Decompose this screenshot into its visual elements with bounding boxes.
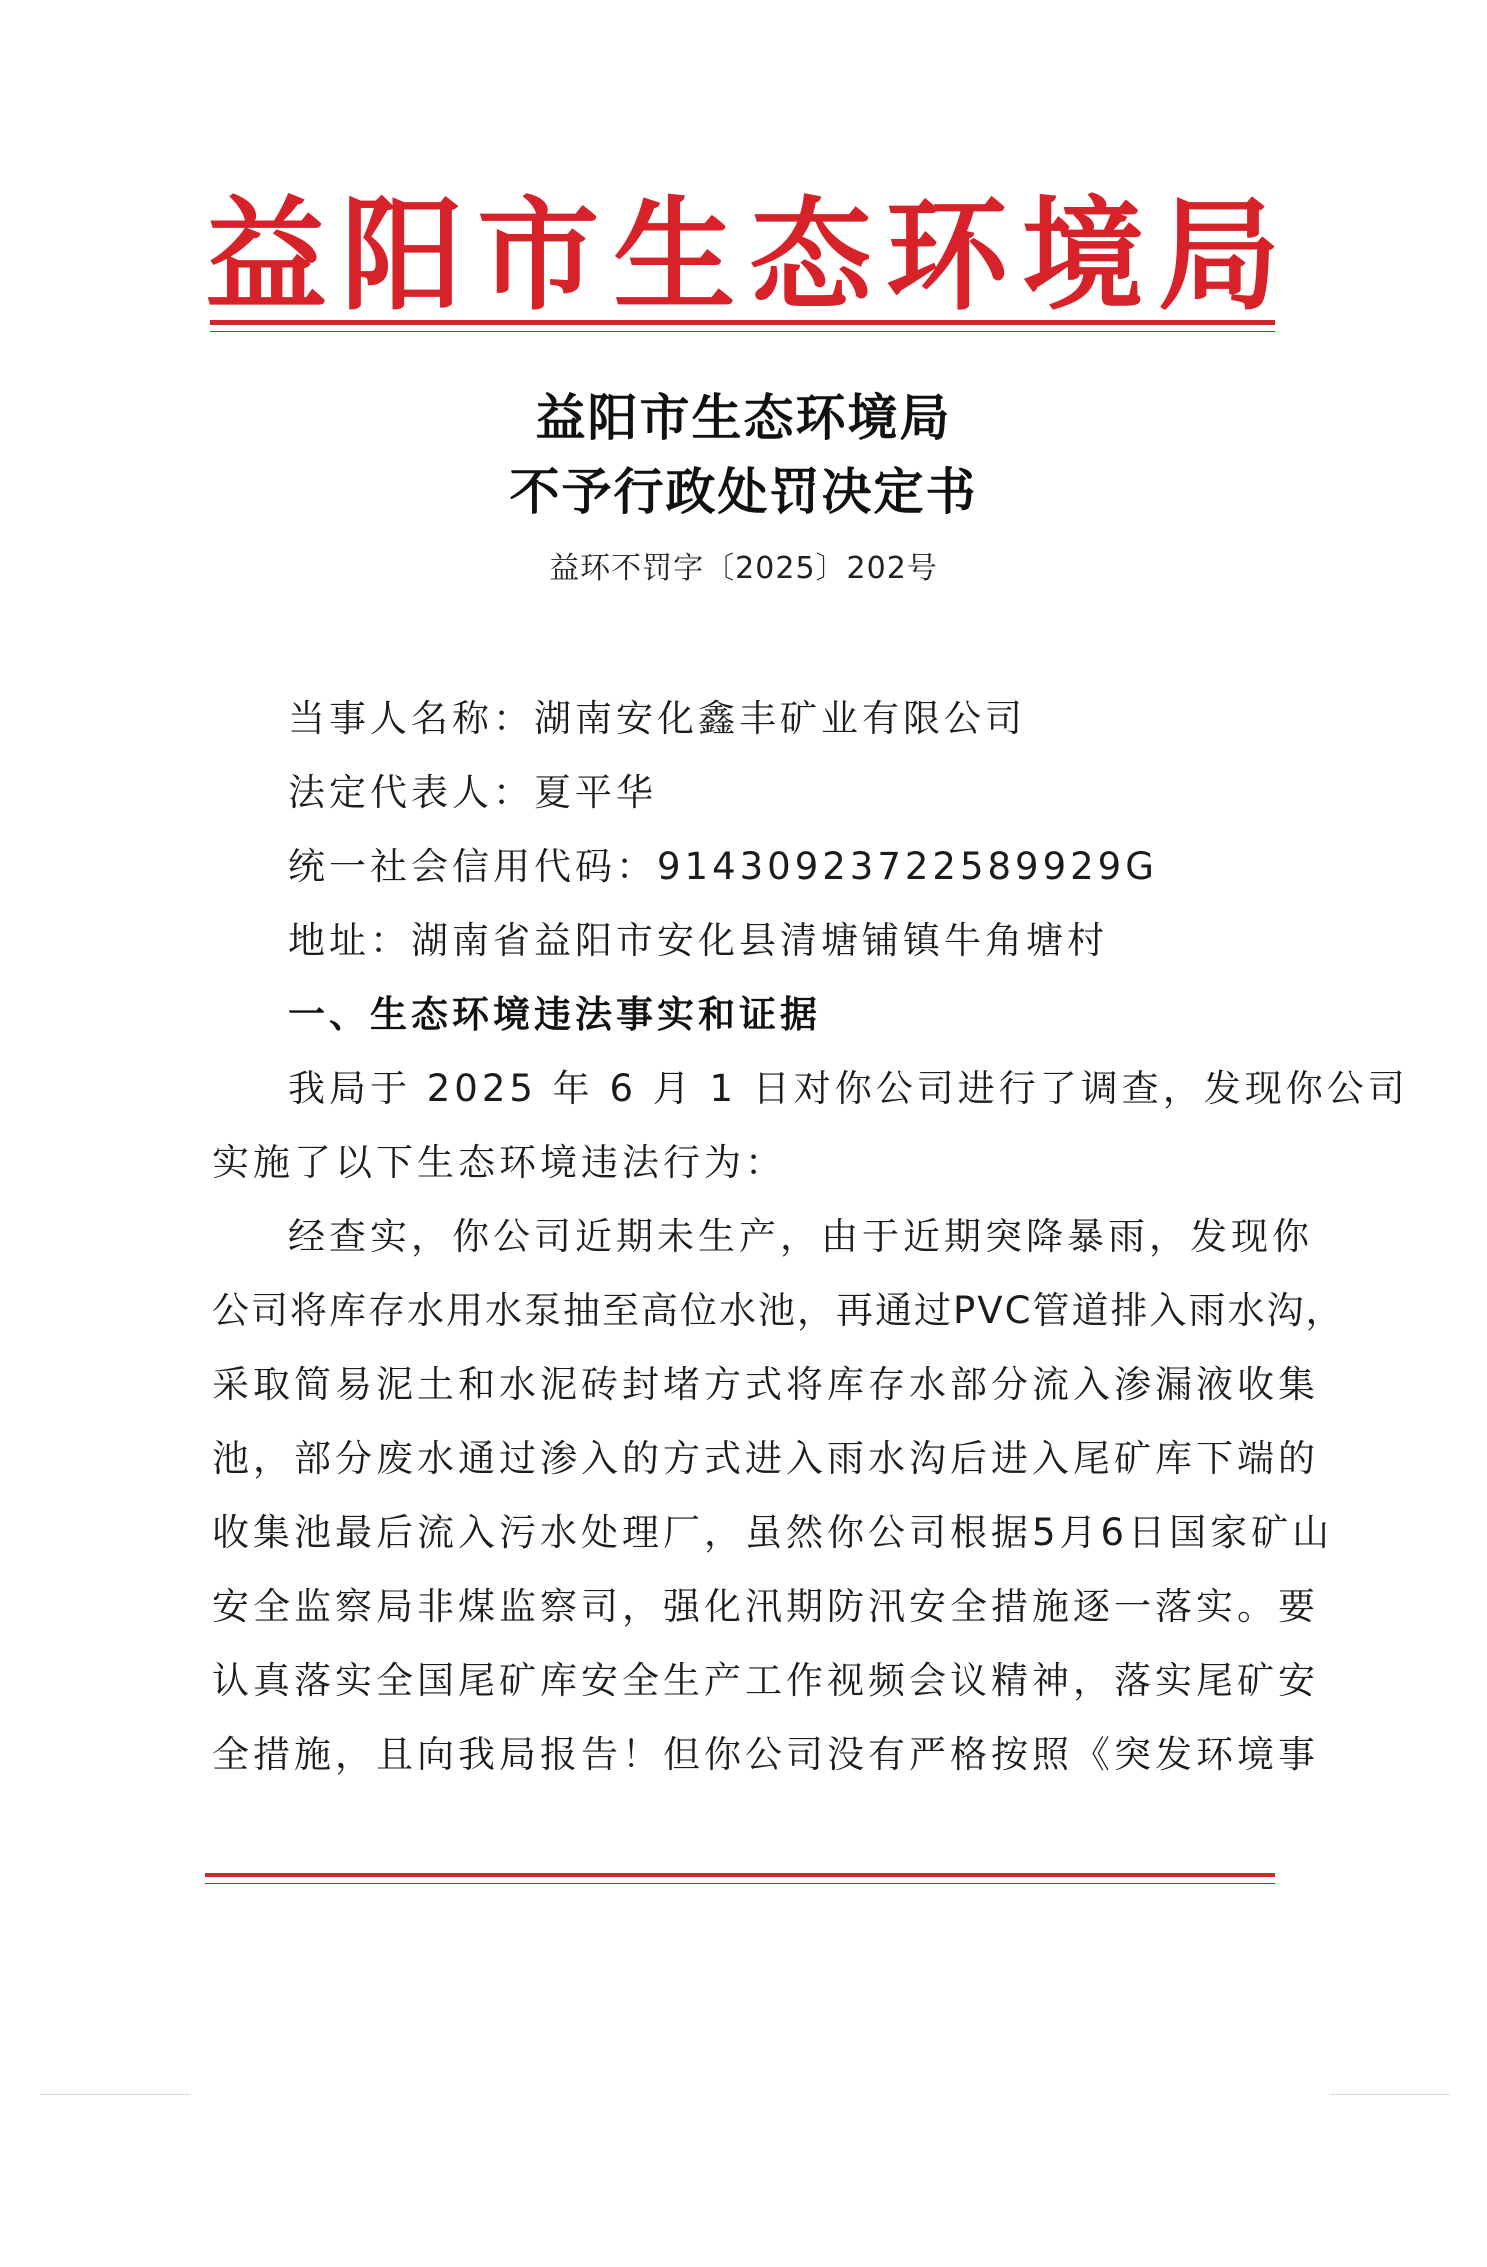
letterhead-red-rule xyxy=(210,320,1275,325)
paragraph-line: 采取简易泥土和水泥砖封堵方式将库存水部分流入渗漏液收集 xyxy=(212,1363,1319,1406)
paragraph-line: 我局于 2025 年 6 月 1 日对你公司进行了调查，发现你公司 xyxy=(288,1067,1409,1110)
letterhead-char: 环 xyxy=(885,183,1008,327)
doc-number: 益环不罚字〔2025〕202号 xyxy=(549,551,938,586)
paragraph-line: 安全监察局非煤监察司，强化汛期防汛安全措施逐一落实。要 xyxy=(212,1585,1319,1628)
letterhead-char: 生 xyxy=(613,183,736,327)
letterhead-red-rule-thin xyxy=(210,331,1275,332)
letterhead-char: 态 xyxy=(749,183,872,327)
paragraph-line: 池，部分废水通过渗入的方式进入雨水沟后进入尾矿库下端的 xyxy=(212,1437,1319,1480)
letterhead-char: 市 xyxy=(477,183,600,327)
scan-artifact-line xyxy=(1330,2094,1450,2095)
footer-red-rule xyxy=(205,1873,1275,1877)
section-heading: 一、生态环境违法事实和证据 xyxy=(288,993,821,1036)
paragraph-line: 公司将库存水用水泵抽至高位水池，再通过PVC管道排入雨水沟， xyxy=(212,1289,1345,1332)
paragraph-line: 收集池最后流入污水处理厂，虽然你公司根据5月6日国家矿山 xyxy=(212,1511,1334,1554)
scan-artifact-line xyxy=(40,2094,190,2095)
paragraph-line: 实施了以下生态环境违法行为： xyxy=(212,1141,786,1184)
party-name-line: 当事人名称：湖南安化鑫丰矿业有限公司 xyxy=(288,697,1026,740)
doc-title-issuer: 益阳市生态环境局 xyxy=(535,388,952,447)
paragraph-line: 全措施，且向我局报告！但你公司没有严格按照《突发环境事 xyxy=(212,1733,1319,1776)
credit-code-line: 统一社会信用代码：91430923722589929G xyxy=(288,845,1158,888)
doc-title-type: 不予行政处罚决定书 xyxy=(509,462,978,521)
paragraph-line: 经查实，你公司近期未生产，由于近期突降暴雨，发现你 xyxy=(288,1215,1313,1258)
paragraph-line: 认真落实全国尾矿库安全生产工作视频会议精神，落实尾矿安 xyxy=(212,1659,1319,1702)
footer-red-rule-thin xyxy=(205,1883,1275,1884)
address-line: 地址：湖南省益阳市安化县清塘铺镇牛角塘村 xyxy=(288,919,1108,962)
letterhead-char: 局 xyxy=(1157,183,1280,327)
letterhead-char: 阳 xyxy=(341,183,464,327)
legal-rep-line: 法定代表人：夏平华 xyxy=(288,771,657,814)
letterhead-char: 益 xyxy=(205,183,327,327)
letterhead xyxy=(205,180,1280,330)
letterhead-char: 境 xyxy=(1021,183,1144,327)
